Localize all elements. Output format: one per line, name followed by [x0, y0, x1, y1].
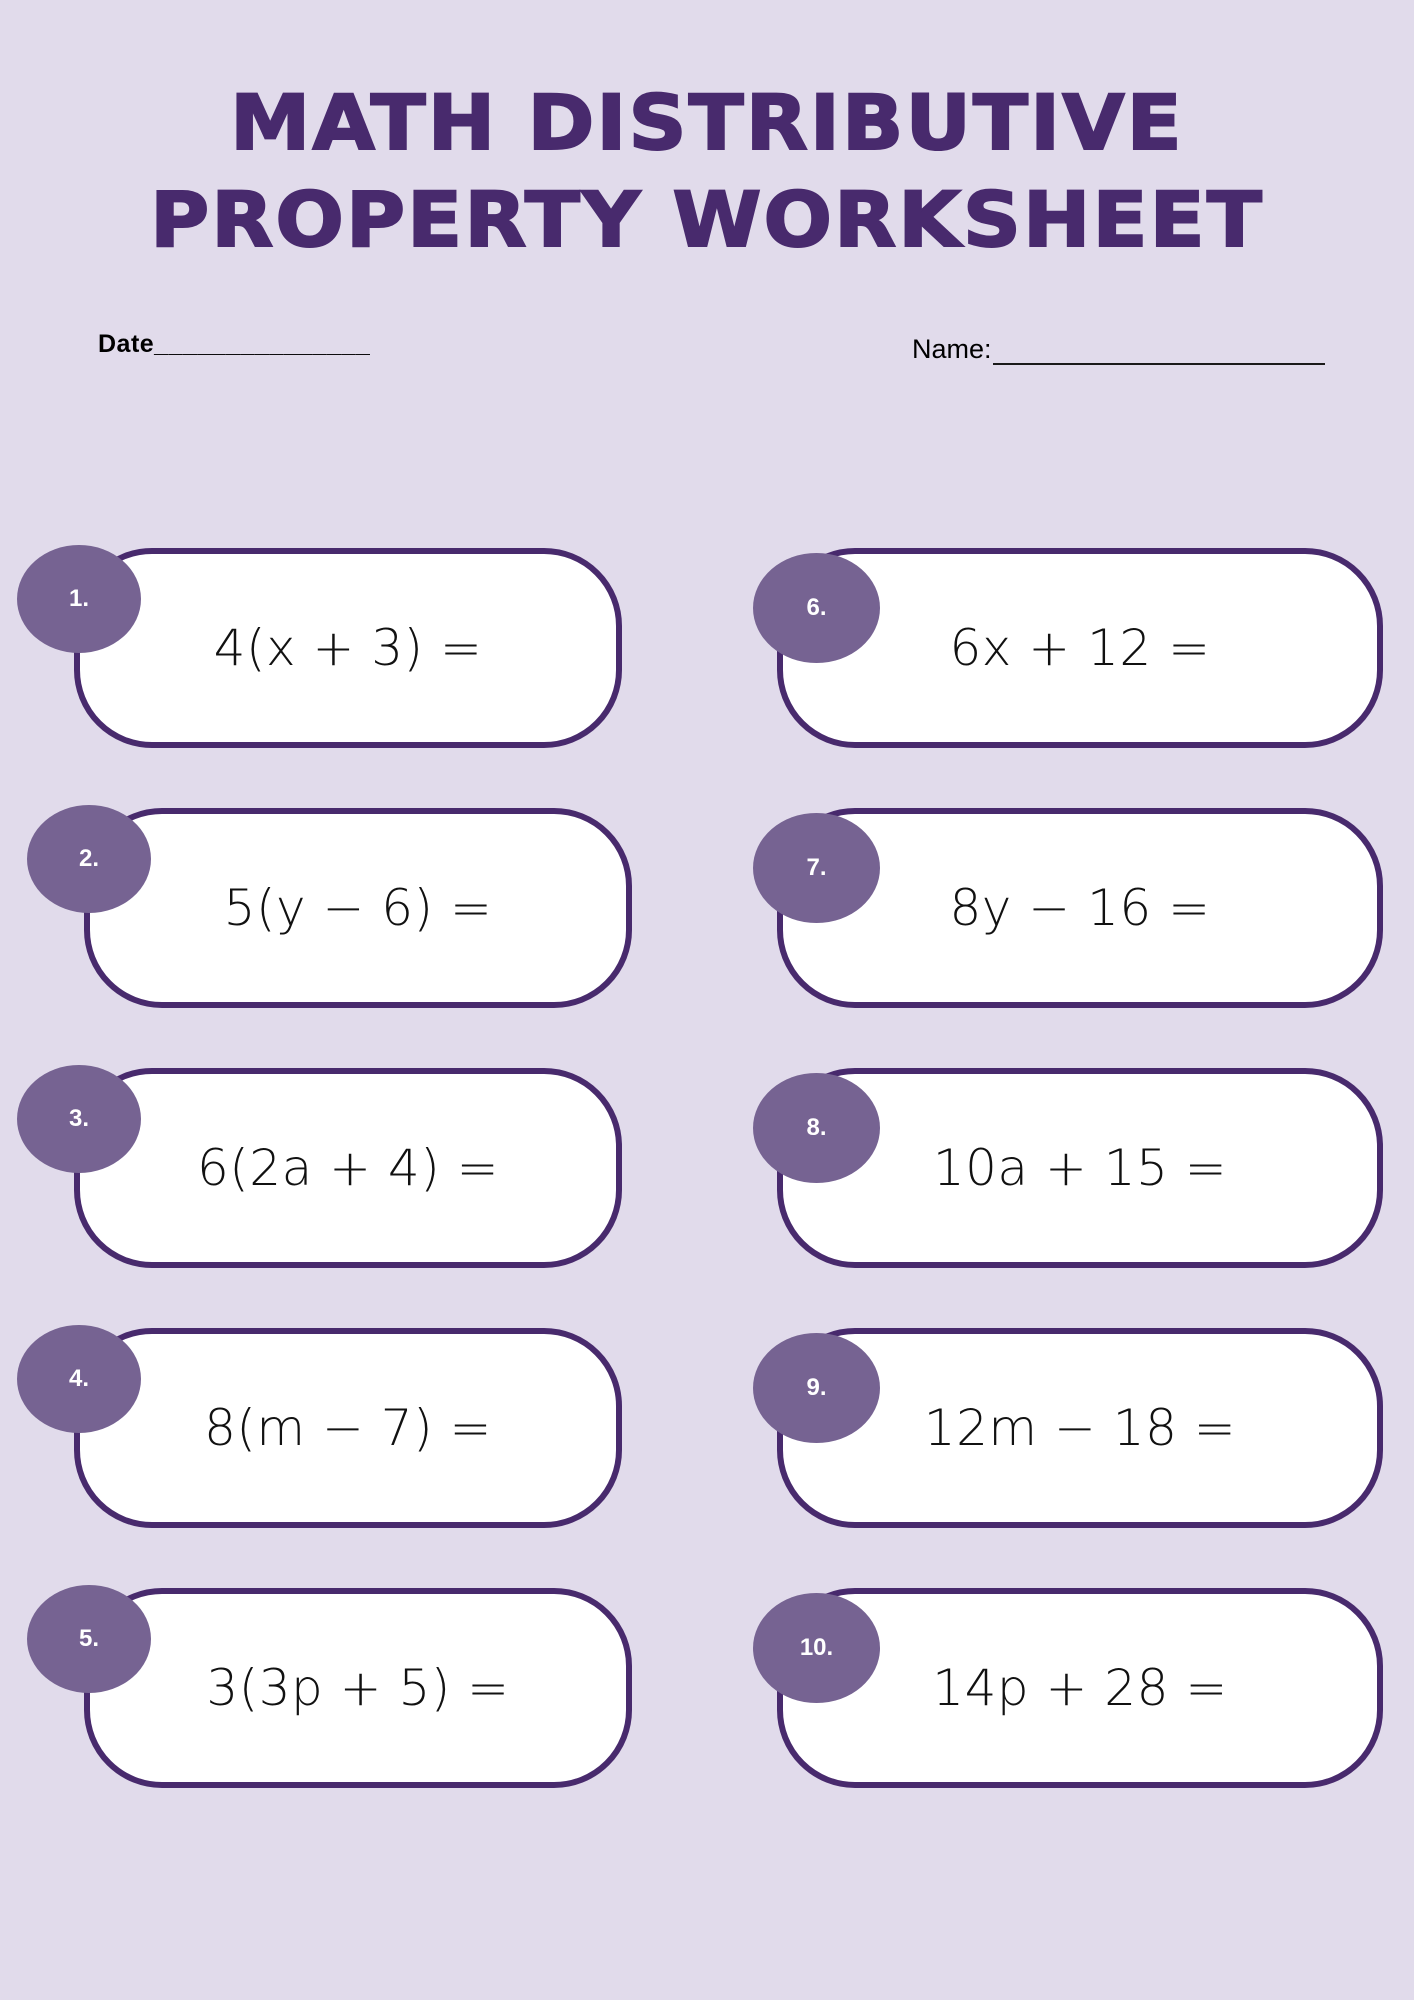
- name-input-line[interactable]: [993, 337, 1325, 365]
- problem-expression: 4(x + 3) =: [213, 619, 483, 677]
- problem-expression: 12m − 18 =: [923, 1399, 1237, 1457]
- problem-number-badge: 2.: [27, 805, 151, 913]
- problem-number-badge: 9.: [753, 1333, 880, 1443]
- problem-number-badge: 1.: [17, 545, 141, 653]
- problem-number-badge: 6.: [753, 553, 880, 663]
- problem-card-4[interactable]: [74, 1328, 622, 1528]
- page-title: [0, 74, 1414, 268]
- title-line-2: PROPERTY WORKSHEET: [150, 175, 1264, 264]
- title-line-1: MATH DISTRIBUTIVE: [230, 78, 1184, 167]
- problem-expression: 5(y − 6) =: [223, 879, 493, 937]
- name-field[interactable]: [912, 334, 1325, 365]
- problem-number-badge: 8.: [753, 1073, 880, 1183]
- problem-card-5[interactable]: [84, 1588, 632, 1788]
- problem-expression: 3(3p + 5) =: [206, 1659, 510, 1717]
- problem-card-1[interactable]: [74, 548, 622, 748]
- problem-expression: 8y − 16 =: [949, 879, 1211, 937]
- problem-expression: 8(m − 7) =: [204, 1399, 492, 1457]
- problem-number-badge: 10.: [753, 1593, 880, 1703]
- name-label: Name:: [912, 334, 992, 364]
- problem-expression: 14p + 28 =: [932, 1659, 1228, 1717]
- date-field[interactable]: Date_______________: [98, 330, 371, 358]
- problem-number-badge: 3.: [17, 1065, 141, 1173]
- problem-expression: 10a + 15 =: [932, 1139, 1228, 1197]
- problem-expression: 6x + 12 =: [949, 619, 1211, 677]
- problem-number-badge: 4.: [17, 1325, 141, 1433]
- problem-expression: 6(2a + 4) =: [196, 1139, 500, 1197]
- problem-number-badge: 7.: [753, 813, 880, 923]
- problem-card-3[interactable]: [74, 1068, 622, 1268]
- problem-card-2[interactable]: [84, 808, 632, 1008]
- problem-number-badge: 5.: [27, 1585, 151, 1693]
